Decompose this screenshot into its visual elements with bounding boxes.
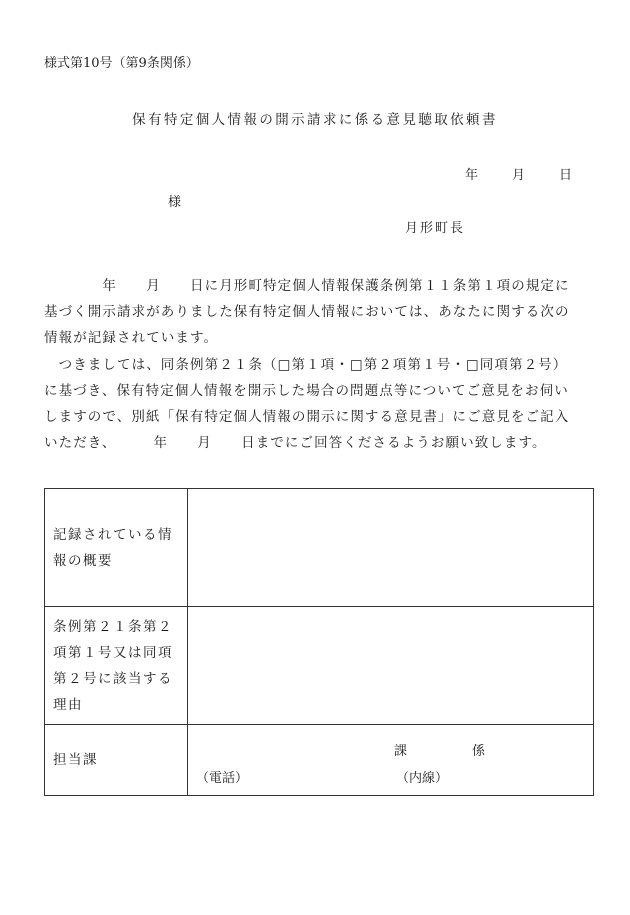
value-record-summary[interactable] bbox=[188, 489, 594, 607]
section-label: 課 bbox=[394, 744, 408, 759]
body-line: 年 月 日に月形町特定個人情報保護条例第１１条第１項の規定に bbox=[44, 278, 570, 294]
label-line: 記録されている情 bbox=[53, 526, 173, 543]
body-line: つきましては、同条例第２１条（□第１項・□第２項第１号・□同項第２号） bbox=[44, 356, 568, 373]
label-line: 理由 bbox=[53, 696, 83, 713]
value-reason[interactable] bbox=[188, 607, 594, 725]
document-title: 保有特定個人情報の開示請求に係る意見聴取依頼書 bbox=[132, 112, 498, 128]
label-line: 第２号に該当する bbox=[53, 670, 173, 687]
body-line: 基づく開示請求がありました保有特定個人情報においては、あなたに関する次の bbox=[44, 304, 570, 321]
unit-label: 係 bbox=[472, 744, 486, 759]
addressee-suffix: 様 bbox=[168, 195, 182, 210]
body-line: しますので、別紙「保有特定個人情報の開示に関する意見書」にご意見をご記入 bbox=[44, 409, 570, 426]
table-row bbox=[45, 607, 594, 725]
sender-name: 月形町長 bbox=[405, 221, 466, 236]
label-line: 担当課 bbox=[53, 752, 98, 768]
info-table bbox=[44, 488, 594, 796]
body-line: 情報が記録されています。 bbox=[44, 330, 219, 347]
label-line: 報の概要 bbox=[53, 552, 113, 569]
date-year: 年 bbox=[465, 168, 479, 183]
date-line bbox=[465, 164, 572, 183]
form-number: 様式第10号（第9条関係） bbox=[44, 56, 199, 71]
contact-block bbox=[188, 725, 593, 795]
phone-label: （電話） bbox=[196, 771, 249, 786]
label-department bbox=[45, 725, 188, 796]
date-month: 月 bbox=[512, 168, 526, 183]
table-row bbox=[45, 725, 594, 796]
table-row bbox=[45, 489, 594, 607]
label-line: 項第１号又は同項 bbox=[53, 644, 173, 661]
label-reason bbox=[45, 607, 188, 725]
extension-label: （内線） bbox=[396, 771, 449, 786]
body-line: に基づき、保有特定個人情報を開示した場合の問題点等についてご意見をお伺い bbox=[44, 382, 569, 399]
label-record-summary bbox=[45, 489, 188, 607]
body-line: いただき、 年 月 日までにご回答くださるようお願い致します。 bbox=[44, 435, 547, 452]
body-paragraph bbox=[44, 273, 600, 456]
date-day: 日 bbox=[559, 168, 573, 183]
label-line: 条例第２１条第２ bbox=[53, 618, 173, 635]
value-department[interactable] bbox=[188, 725, 594, 796]
